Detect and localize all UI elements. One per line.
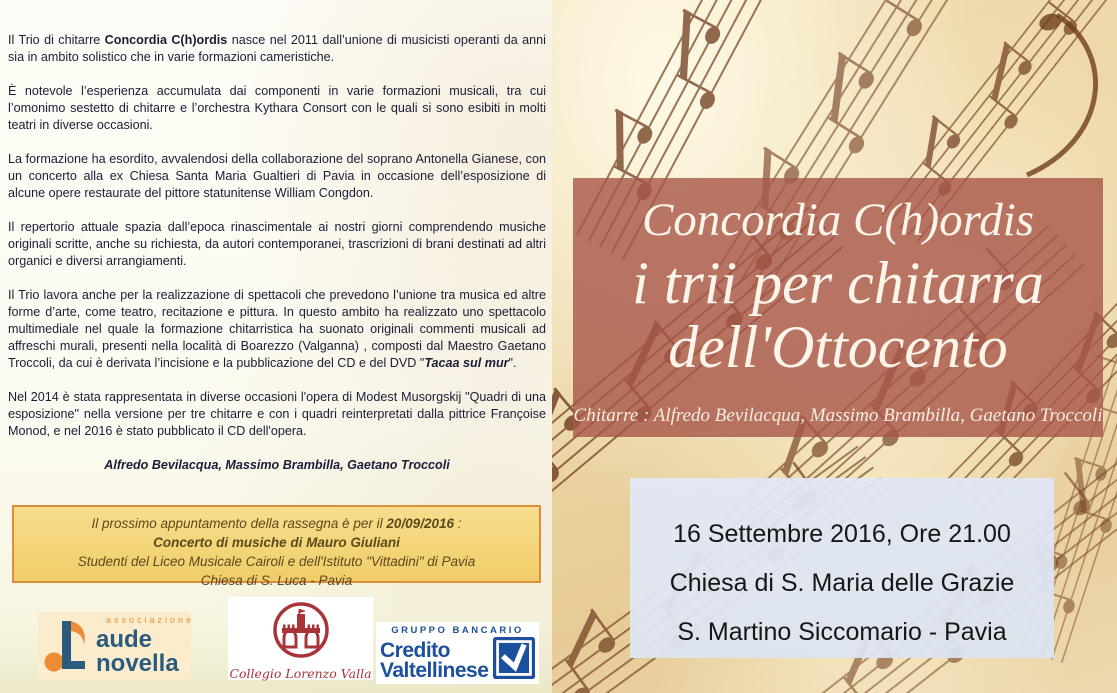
paragraph-4: Il repertorio attuale spazia dall’epoca rinascimentale ai nostri giorni comprendendo musiche originali scritte, anche su richiesta, da autori contemporanei, trascrizioni di brani destinati ad altri organici e diversi arrangiamenti. [8, 220, 546, 268]
laude-association-label: associazione [106, 615, 195, 625]
right-page [552, 0, 1117, 693]
bridge-seal-icon [271, 647, 331, 664]
left-page [0, 0, 552, 693]
paragraph-3: La formazione ha esordito, avvalendosi della collaborazione del soprano Antonella Gianese, con un concerto alla ex Chiesa Santa Maria Gualtieri di Pavia in occasione dell’esposizione di alcune opere restaurate del pittore statunitense William Congdon. [8, 152, 546, 200]
trio-name-bold: Concordia C(h)ordis [104, 33, 228, 47]
credito-valtellinese-logo [376, 622, 539, 684]
title-line2: i trii per chitarra [632, 250, 1044, 316]
biography-text [8, 32, 546, 491]
laude-name-label: aude novella [96, 626, 179, 677]
collegio-valla-logo [228, 597, 373, 680]
credito-name-line2: Valtellinese [380, 658, 489, 682]
next-event-line4: Chiesa di S. Luca - Pavia [200, 573, 353, 588]
paragraph-1: Il Trio di chitarre Concordia C(h)ordis nasce nel 2011 dall’unione di musicisti operanti da anni sia in ambito solistico che in varie formazioni cameristiche. [8, 33, 546, 64]
paragraph-6: Nel 2014 è stata rappresentata in diverse occasioni l'opera di Modest Musorgskij "Quadri di una esposizione" nella versione per tre chitarre e con i quadri reinterpretati dalla pittrice Françoise Monod, e nel 2016 è stato pubblicato il CD dell'opera. [8, 390, 546, 438]
credito-name-line1: Credito [380, 638, 450, 662]
collegio-caption: Collegio Lorenzo Valla [229, 666, 372, 681]
event-venue: Chiesa di S. Maria delle Grazie [669, 569, 1015, 597]
paragraph-2: È notevole l’esperienza accumulata dai componenti in varie formazioni musicali, tra cui l’omonimo sestetto di chitarre e l’orchestra Kythara Consort con le quali si sono esibiti in molti teatri in diverse occasioni. [8, 84, 546, 132]
performers-line: Alfredo Bevilacqua, Massimo Brambilla, Gaetano Troccoli [104, 458, 450, 472]
music-note-L-icon [42, 615, 94, 678]
laude-novella-logo [38, 612, 195, 680]
dvd-title: Tacaa sul mur [424, 356, 509, 370]
event-date-time: 16 Settembre 2016, Ore 21.00 [673, 520, 1011, 548]
next-event-box [12, 505, 541, 588]
title-panel [573, 178, 1103, 437]
next-event-line1: Il prossimo appuntamento della rassegna è per il 20/09/2016 : [91, 516, 462, 531]
gruppo-bancario-label: GRUPPO BANCARIO [391, 625, 524, 636]
event-details-panel [630, 478, 1054, 658]
next-event-line3: Studenti del Liceo Musicale Cairoli e dell'Istituto "Vittadini" di Pavia [77, 554, 476, 569]
paragraph-5: Il Trio lavora anche per la realizzazione di spettacoli che prevedono l’unione tra musica ed altre forme d’arte, come teatro, recitazione e pittura. In questo ambito ha realizzato uno spettacolo multimediale nel quale la formazione chitarristica ha suonato originali commenti musicali ad affreschi murali, presenti nella località di Boarezzo (Valganna) , composti dal Maestro Gaetano Troccoli, da cui è derivata l’incisione e la pubblicazione del CD e del DVD "Tacaa sul mur". [8, 288, 546, 370]
credito-arrow-icon [493, 637, 535, 684]
next-event-date: 20/09/2016 [386, 516, 454, 531]
title-line3: dell'Ottocento [668, 314, 1008, 380]
event-city: S. Martino Siccomario - Pavia [677, 618, 1007, 646]
title-line1: Concordia C(h)ordis [641, 194, 1035, 246]
title-performers-subtitle: Chitarre : Alfredo Bevilacqua, Massimo Brambilla, Gaetano Troccoli [573, 405, 1103, 426]
next-event-line2: Concerto di musiche di Mauro Giuliani [153, 535, 400, 550]
